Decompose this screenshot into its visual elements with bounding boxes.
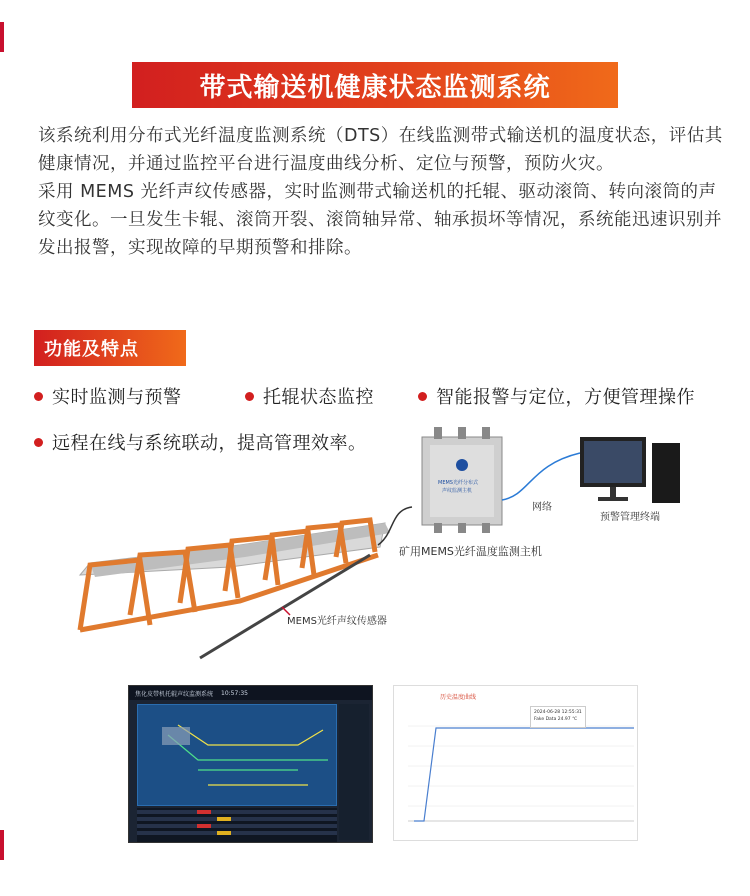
page-title: 带式输送机健康状态监测系统 — [132, 62, 618, 108]
monitoring-table — [137, 808, 337, 842]
feature-label: 远程在线与系统联动，提高管理效率。 — [52, 433, 367, 454]
workstation-tower — [652, 443, 680, 503]
device-text-line1: MEMS光纤分布式 — [438, 480, 478, 486]
feature-item-alarm — [418, 383, 695, 409]
edge-accent-top — [0, 22, 4, 52]
tooltip-value: 24.97 ℃ — [557, 717, 578, 722]
connector-icon — [458, 427, 466, 439]
monitoring-map-lines — [138, 705, 338, 807]
bullet-icon — [245, 392, 254, 401]
sensor-label: MEMS光纤声纹传感器 — [287, 616, 387, 627]
feature-label: 智能报警与定位，方便管理操作 — [436, 387, 695, 408]
monitoring-table-rows — [137, 808, 337, 842]
intro-paragraph-mems: 采用 MEMS 光纤声纹传感器，实时监测带式输送机的托辊、驱动滚筒、转向滚筒的声纹变化。一旦发生卡辊、滚筒开裂、滚筒轴异常、轴承损坏等情况，系统能迅速识别并发出报警，实现故障的早期预警和排除。 — [38, 182, 722, 258]
feature-label: 实时监测与预警 — [52, 387, 182, 408]
monitoring-map — [137, 704, 337, 806]
connector-icon — [482, 427, 490, 439]
monitoring-system-title: 焦化皮带机托辊声纹监测系统 — [135, 690, 214, 698]
tooltip-time: 2024-06-28 12:55:31 — [534, 710, 582, 715]
terminal-label: 预警管理终端 — [600, 512, 660, 523]
monitoring-time: 10:57:35 — [221, 689, 248, 697]
bullet-icon — [418, 392, 427, 401]
monitoring-sidebar — [339, 704, 369, 840]
connector-icon — [482, 523, 490, 533]
tooltip-series: Fake Data — [534, 717, 557, 722]
network-label: 网络 — [532, 502, 552, 513]
connector-icon — [434, 427, 442, 439]
intro-paragraph-dts: 该系统利用分布式光纤温度监测系统（DTS）在线监测带式输送机的温度状态，评估其健康情况，并通过监控平台进行温度曲线分析、定位与预警，预防火灾。 — [38, 126, 723, 174]
device-text-line2: 声纹监测主机 — [442, 488, 473, 494]
connector-icon — [434, 523, 442, 533]
bullet-icon — [34, 392, 43, 401]
section-features-label: 功能及特点 — [34, 330, 186, 366]
feature-label: 托辊状态监控 — [263, 387, 374, 408]
temperature-line — [414, 728, 634, 821]
monitor-stand — [610, 487, 616, 497]
monitoring-screenshot — [128, 685, 373, 843]
connector-icon — [458, 523, 466, 533]
conveyor-illustration — [60, 415, 740, 665]
edge-accent-bottom — [0, 830, 4, 860]
intro-text — [38, 122, 728, 262]
system-diagram — [60, 415, 740, 665]
curve-chart-title: 历史温度曲线 — [440, 694, 477, 701]
bullet-icon — [34, 438, 43, 447]
feature-item-realtime — [34, 383, 182, 409]
monitoring-topbar — [129, 686, 372, 700]
curve-tooltip — [530, 706, 586, 728]
temperature-curve-screenshot — [393, 685, 638, 841]
host-logo-icon — [456, 459, 468, 471]
feature-item-idler — [245, 383, 374, 409]
network-link — [502, 453, 580, 500]
monitor-base — [598, 497, 628, 501]
temperature-curve — [394, 686, 639, 842]
terminal-screen — [584, 441, 642, 483]
host-label: 矿用MEMS光纤温度监测主机 — [399, 545, 542, 558]
